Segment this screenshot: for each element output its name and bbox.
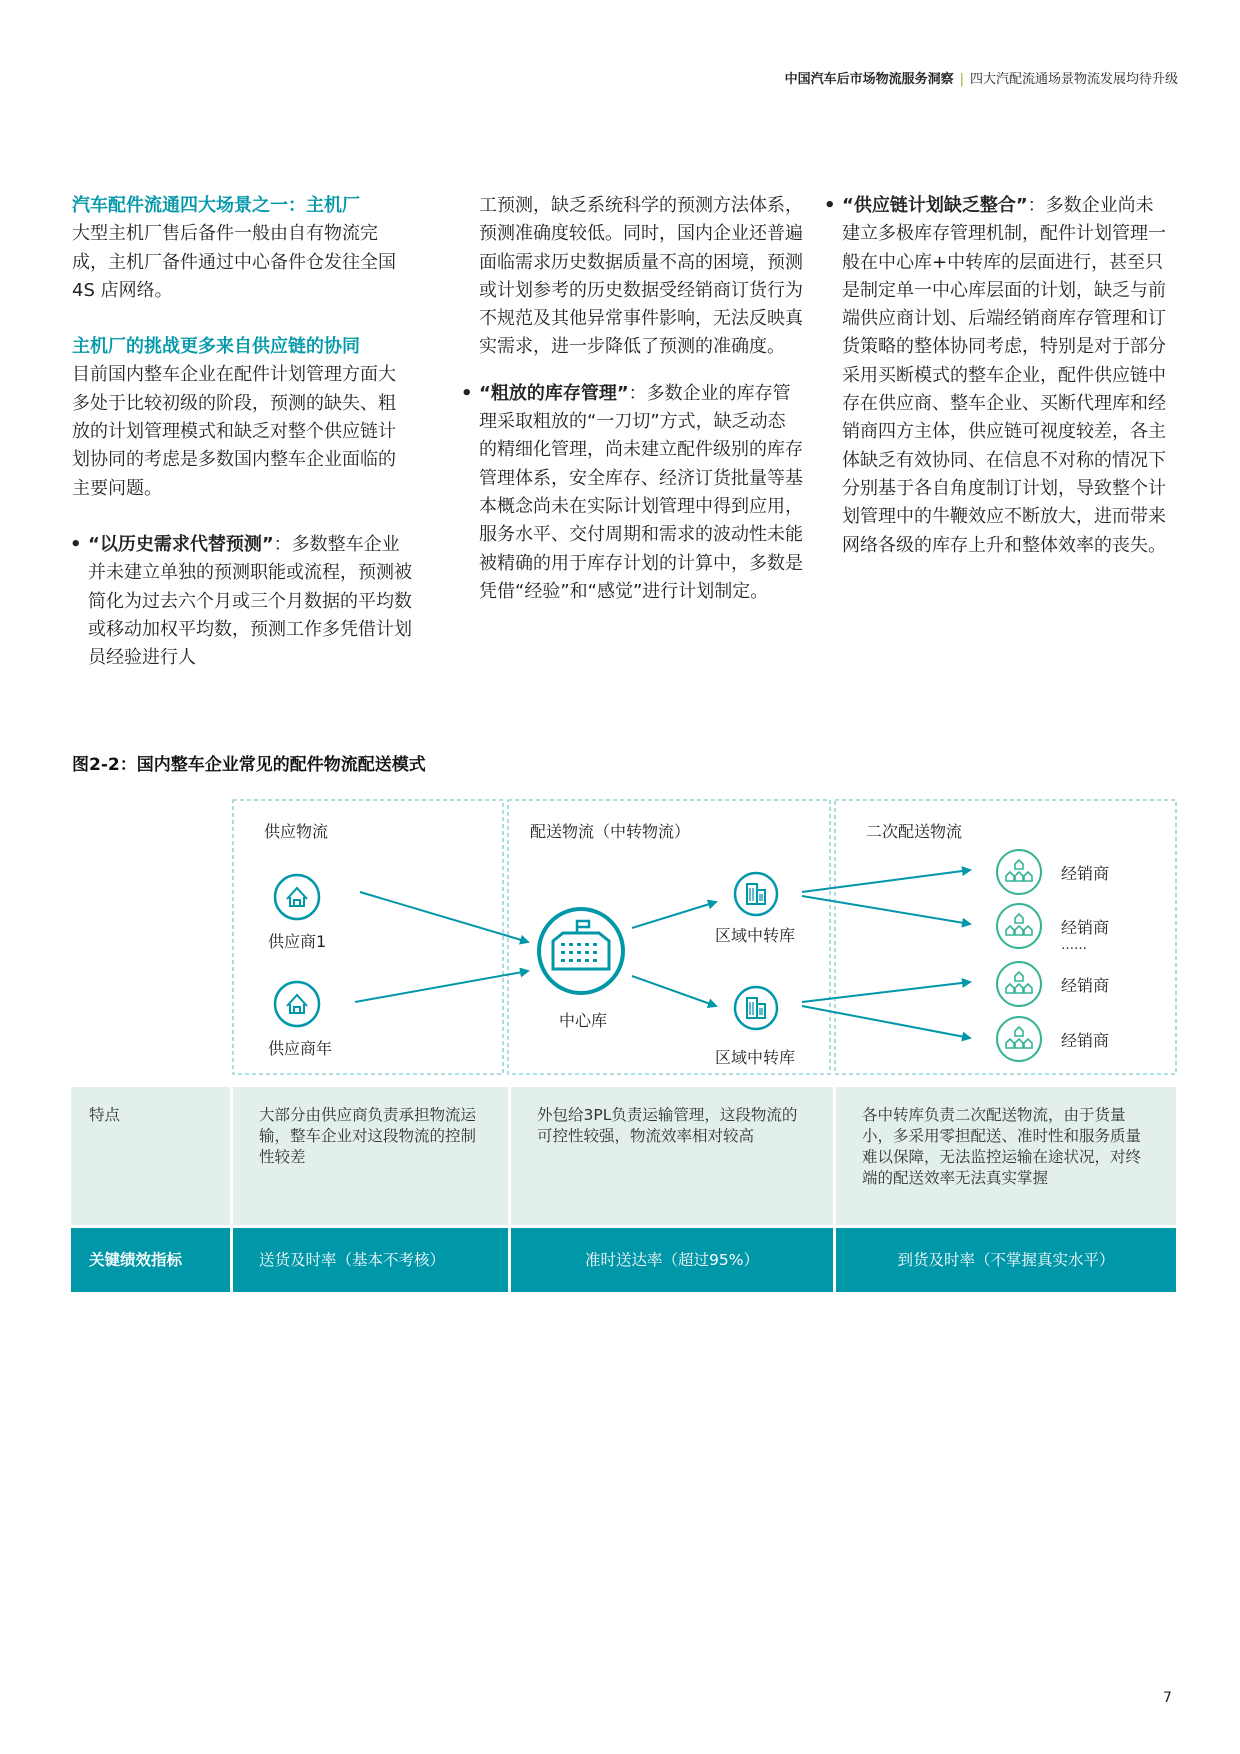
- figure-title: 图2-2：国内整车企业常见的配件物流配送模式: [72, 755, 426, 775]
- bullet-supply-chain-title: “供应链计划缺乏整合”: [842, 195, 1028, 216]
- text-column-2: [463, 192, 803, 606]
- regional-hub-1-label: 区域中转库: [715, 926, 796, 945]
- text-column-1: [72, 192, 412, 672]
- table-cell: 大部分由供应商负责承担物流运输，整车企业对这段物流的控制性较差: [233, 1087, 511, 1225]
- bullet-inventory-title: “粗放的库存管理”: [479, 382, 629, 404]
- supplier-house-icon: [275, 982, 319, 1026]
- supplier-2-label: 供应商年: [268, 1039, 333, 1058]
- table-cell: 外包给3PL负责运输管理，这段物流的可控性较强，物流效率相对较高: [511, 1087, 836, 1225]
- supplier-house-icon: [275, 875, 319, 919]
- table-row-characteristics: [71, 1087, 1176, 1225]
- bullet-marker: •: [824, 195, 836, 216]
- text-column-3: [826, 192, 1166, 560]
- bullet-inventory-text: ：多数企业的库存管理采取粗放的“一刀切”方式，缺乏动态的精细化管理，尚未建立配件级别的库存管理体系，安全库存、经济订货批量等基本概念尚未在实际计划管理中得到应用，服务水平、交付周期和需求的波动性未能被精确的用于库存计划的计算中，多数是凭借“经验”和“感觉”进行计划制定。: [479, 382, 803, 602]
- row-header-characteristics: 特点: [71, 1087, 233, 1225]
- logistics-flow-diagram: [0, 796, 1240, 1086]
- dealer-houses-icon: [997, 1017, 1041, 1061]
- section-label-distribution: 配送物流（中转物流）: [530, 822, 691, 841]
- dealer-houses-icon: [997, 904, 1041, 948]
- arrow-regional1-to-dealer2: [802, 896, 970, 924]
- table-cell: 准时送达率（超过95%）: [511, 1228, 836, 1292]
- table-row-kpi: [71, 1228, 1176, 1292]
- page-number: 7: [1163, 1690, 1172, 1706]
- regional-hub-2-label: 区域中转库: [715, 1048, 796, 1067]
- scenario-heading: 汽车配件流通四大场景之一：主机厂: [72, 195, 360, 216]
- arrow-center-to-regional2: [632, 976, 716, 1006]
- table-cell: 到货及时率（不掌握真实水平）: [836, 1228, 1176, 1292]
- dealer-4-label: 经销商: [1061, 1031, 1110, 1050]
- characteristics-table: [71, 1087, 1176, 1292]
- report-title: 中国汽车后市场物流服务洞察: [784, 72, 954, 87]
- dealer-1-label: 经销商: [1061, 864, 1110, 883]
- row-header-kpi: 关键绩效指标: [71, 1228, 233, 1292]
- warehouse-icon: [539, 909, 623, 993]
- arrow-center-to-regional1: [632, 902, 716, 928]
- dealer-3-label: 经销商: [1061, 976, 1110, 995]
- bullet-supply-chain: [826, 192, 1166, 560]
- section-label-supply: 供应物流: [264, 822, 329, 841]
- bullet-marker: •: [461, 382, 473, 404]
- dealer-houses-icon: [997, 962, 1041, 1006]
- dealer-houses-icon: [997, 850, 1041, 894]
- section-label-secondary: 二次配送物流: [866, 822, 963, 841]
- bullet-inventory: [463, 380, 803, 606]
- building-icon: [735, 987, 777, 1029]
- bullet-supply-chain-text: ：多数企业尚未建立多极库存管理机制，配件计划管理一般在中心库+中转库的层面进行，甚至只是制定单一中心库层面的计划，缺乏与前端供应商计划、后端经销商库存管理和订货策略的整体协同考虑，特别是对于部分采用买断模式的整车企业，配件供应链中存在供应商、整车企业、买断代理库和经销商四方主体，供应链可视度较差，各主体缺乏有效协同、在信息不对称的情况下分别基于各自角度制订计划，导致整个计划管理中的牛鞭效应不断放大，进而带来网络各级的库存上升和整体效率的丧失。: [842, 195, 1166, 556]
- arrow-regional1-to-dealer1: [802, 870, 970, 892]
- arrow-regional2-to-dealer4: [802, 1006, 970, 1038]
- building-icon: [735, 873, 777, 915]
- bullet-forecast-title: “以历史需求代替预测”: [88, 533, 274, 555]
- running-header: [785, 68, 1178, 87]
- challenge-heading: 主机厂的挑战更多来自供应链的协同: [72, 336, 360, 358]
- bullet-forecast: [72, 531, 412, 672]
- table-cell: 各中转库负责二次配送物流，由于货量小，多采用零担配送、准时性和服务质量难以保障，无法监控运输在途状况，对终端的配送效率无法真实掌握: [836, 1087, 1176, 1225]
- challenge-paragraph: 目前国内整车企业在配件计划管理方面大多处于比较初级的阶段，预测的缺失、粗放的计划管理模式和缺乏对整个供应链计划协同的考虑是多数国内整车企业面临的主要问题。: [72, 364, 396, 499]
- arrow-regional2-to-dealer3: [802, 982, 970, 1002]
- dealer-ellipsis: ……: [1061, 938, 1087, 953]
- dealer-2-label: 经销商: [1061, 918, 1110, 937]
- bullet-forecast-text: ：多数整车企业并未建立单独的预测职能或流程，预测被简化为过去六个月或三个月数据的平均数或移动加权平均数，预测工作多凭借计划员经验进行人: [88, 533, 412, 669]
- scenario-paragraph: 大型主机厂售后备件一般由自有物流完成，主机厂备件通过中心备件仓发往全国 4S 店网络。: [72, 223, 396, 301]
- section-title: 四大汽配流通场景物流发展均待升级: [969, 72, 1178, 87]
- bullet-forecast-continued: 工预测，缺乏系统科学的预测方法体系，预测准确度较低。同时，国内企业还普遍面临需求历史数据质量不高的困境，预测或计划参考的历史数据受经销商订货行为不规范及其他异常事件影响，无法反映真实需求，进一步降低了预测的准确度。: [479, 195, 803, 358]
- header-separator: |: [959, 72, 964, 87]
- center-warehouse-label: 中心库: [559, 1011, 608, 1030]
- table-cell: 送货及时率（基本不考核）: [233, 1228, 511, 1292]
- supplier-1-label: 供应商1: [268, 932, 327, 951]
- arrow-supplier2-to-center: [355, 971, 528, 1002]
- bullet-marker: •: [70, 533, 82, 555]
